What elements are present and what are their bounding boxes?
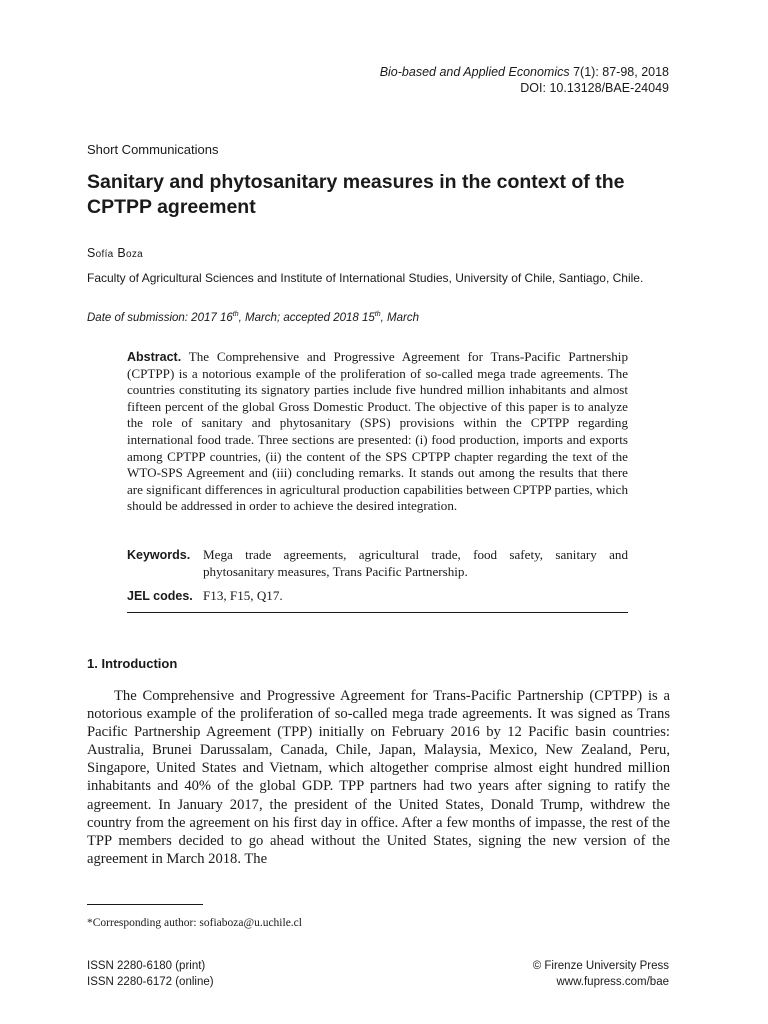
jel-label: JEL codes. [127, 589, 193, 603]
abstract-divider [127, 612, 628, 613]
issn-print: ISSN 2280-6180 (print) [87, 960, 206, 972]
paper-title: Sanitary and phytosanitary measures in the context of the CPTPP agreement [87, 171, 625, 218]
journal-issue: 7(1): 87-98, 2018 [569, 65, 669, 79]
journal-reference [380, 64, 669, 96]
jel-codes [127, 588, 628, 605]
introduction-heading: 1. Introduction [87, 656, 178, 671]
author-name: Sofía Boza [87, 246, 143, 260]
jel-text: F13, F15, Q17. [203, 588, 283, 603]
abstract [127, 349, 628, 515]
introduction-paragraph: The Comprehensive and Progressive Agreement for Trans-Pacific Partnership (CPTPP) is a notorious example of the proliferation of so-called mega trade agreements. It was signed as Trans Pacific Partnership Agreement (TPP) initially on February 2016 by 12 Pacific basin countries: Australia, Brunei Darussalam, Canada, Chile, Japan, Malaysia, Mexico, New Zealand, Peru, Singapore, United States and Vietnam, which altogether comprise almost eight hundred million inhabitants and 40% of the global GDP. TPP partners had two years after signing to ratify the agreement. In January 2017, the president of the United States, Donald Trump, withdrew the country from the agreement on his first day in office. After a few months of impasse, the rest of the TPP members decided to go ahead without the United States, signing the new version of the agreement in March 2018. The [87, 688, 670, 867]
publisher-website[interactable]: www.fupress.com/bae [556, 976, 669, 988]
abstract-label: Abstract. [127, 350, 182, 364]
abstract-text: The Comprehensive and Progressive Agreement for Trans-Pacific Partnership (CPTPP) is a notorious example of the proliferation of so-called mega trade agreements. The countries constituting its signatory parties include five hundred million inhabitants and almost fifteen percent of the global Gross Domestic Product. The objective of this paper is to analyze the role of sanitary and phytosanitary (SPS) provisions within the CPTPP regarding international food trade. Three sections are presented: (i) food production, imports and exports among CPTPP countries, (ii) the content of the SPS CPTPP chapter regarding the text of the WTO-SPS Agreement and (iii) concluding remarks. It stands out among the results that there are significant differences in agricultural production capabilities between CPTPP parties, which should be addressed in order to achieve the desired integration. [127, 349, 628, 514]
journal-name: Bio-based and Applied Economics [379, 65, 570, 79]
doi: DOI: 10.13128/BAE-24049 [520, 81, 669, 95]
submission-dates: Date of submission: 2017 16th, March; accepted 2018 15th, March [87, 311, 419, 324]
publisher-block [533, 958, 669, 990]
issn-online: ISSN 2280-6172 (online) [87, 976, 214, 988]
keywords-text: Mega trade agreements, agricultural trade, food safety, sanitary and phytosanitary measures, Trans Pacific Partnership. [203, 547, 628, 579]
issn-block [87, 958, 214, 990]
journal-citation [380, 64, 669, 80]
corresponding-author-footnote: *Corresponding author: sofiaboza@u.uchile.cl [87, 917, 302, 929]
keywords [127, 547, 628, 580]
footnote-divider [87, 904, 203, 905]
section-label: Short Communications [87, 142, 219, 157]
publisher-name: © Firenze University Press [532, 960, 669, 972]
affiliation: Faculty of Agricultural Sciences and Institute of International Studies, University of Chile, Santiago, Chile. [87, 271, 644, 285]
keywords-label: Keywords. [127, 548, 191, 562]
